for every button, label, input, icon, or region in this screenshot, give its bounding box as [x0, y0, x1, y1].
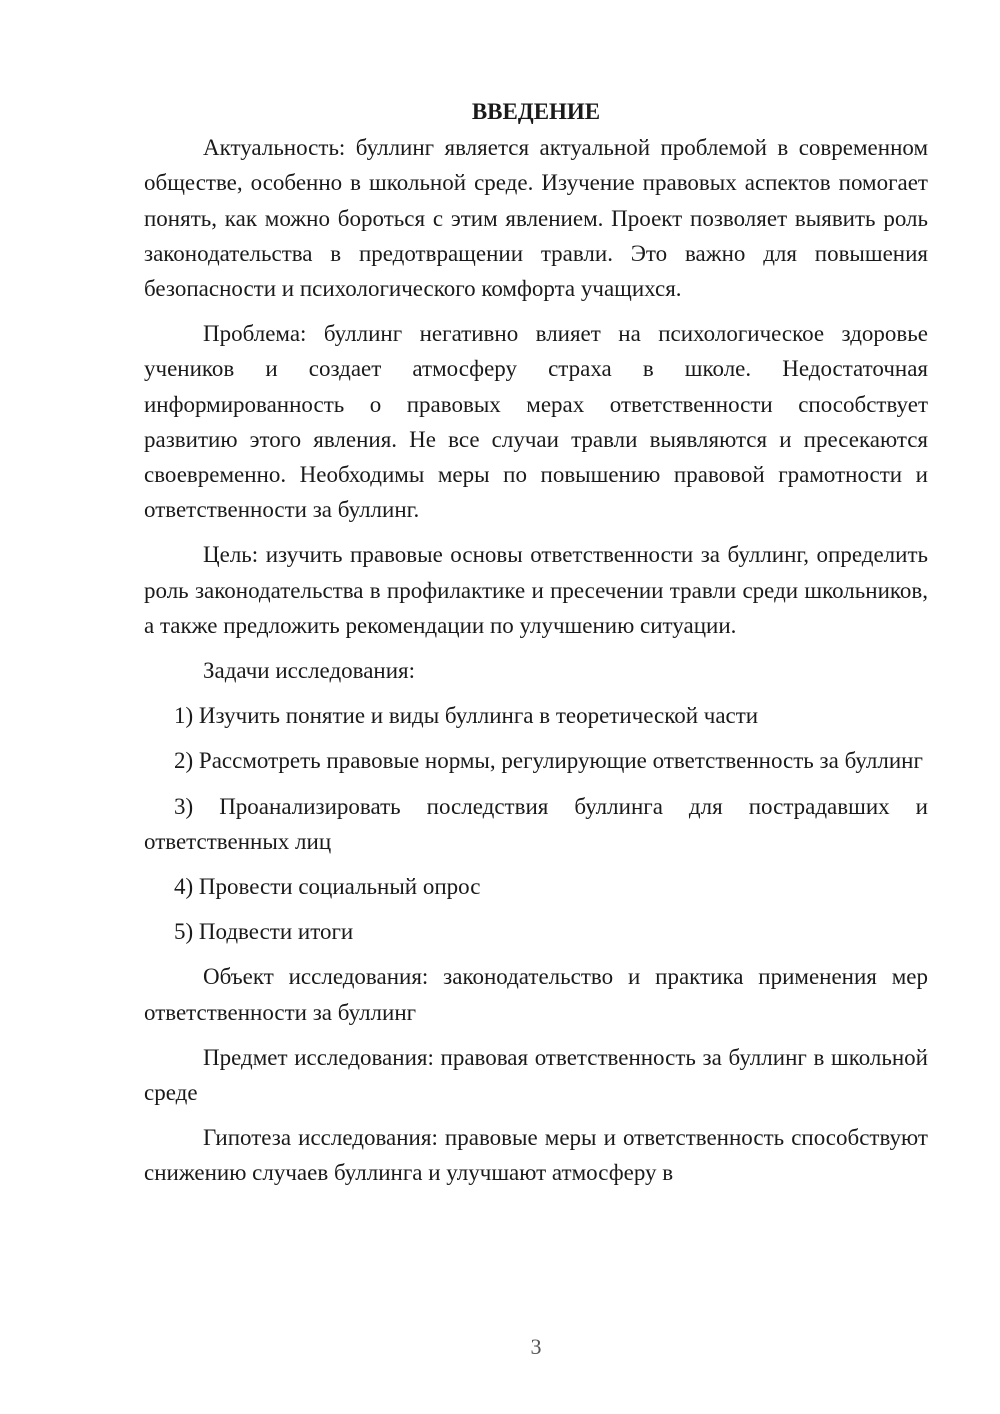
task-item-5: 5) Подвести итоги	[174, 919, 354, 945]
paragraph-subject: Предмет исследования: правовая ответственность за буллинг в школьной среде	[144, 1044, 928, 1106]
paragraph-object: Объект исследования: законодательство и практика применения мер ответственности за буллинг	[144, 964, 928, 1025]
paragraph-relevance: Актуальность: буллинг является актуальной проблемой в современном обществе, особенно в школьной среде. Изучение правовых аспектов помогает понять, как можно бороться с этим явлением. Проект позволяет выявить роль законодательства в предотвращении травли. Это важно для повышения безопасности и психологического комфорта учащихся.	[144, 135, 928, 302]
task-item-4: 4) Провести социальный опрос	[174, 874, 481, 900]
page-title: ВВЕДЕНИЕ	[471, 99, 601, 124]
task-item-1: 1) Изучить понятие и виды буллинга в теоретической части	[174, 703, 759, 729]
paragraph-problem: Проблема: буллинг негативно влияет на психологическое здоровье учеников и создает атмосферу страха в школе. Недостаточная информированность о правовых мерах ответственности способствует развитию этого явления. Не все случаи травли выявляются и пресекаются своевременно. Необходимы меры по повышению правовой грамотности и ответственности за буллинг.	[144, 321, 928, 523]
paragraph-goal: Цель: изучить правовые основы ответственности за буллинг, определить роль законодательства в профилактике и пресечении травли среди школьников, а также предложить рекомендации по улучшению ситуации.	[144, 542, 928, 638]
paragraph-hypothesis: Гипотеза исследования: правовые меры и ответственность способствуют снижению случаев буллинга и улучшают атмосферу в	[144, 1125, 928, 1186]
page-number: 3	[530, 1334, 542, 1359]
tasks-heading: Задачи исследования:	[203, 658, 416, 684]
page-content	[144, 94, 928, 1201]
task-item-3: 3) Проанализировать последствия буллинга для пострадавших и ответственных лиц	[144, 793, 928, 854]
task-item-2: 2) Рассмотреть правовые нормы, регулирующие ответственность за буллинг	[174, 748, 923, 774]
